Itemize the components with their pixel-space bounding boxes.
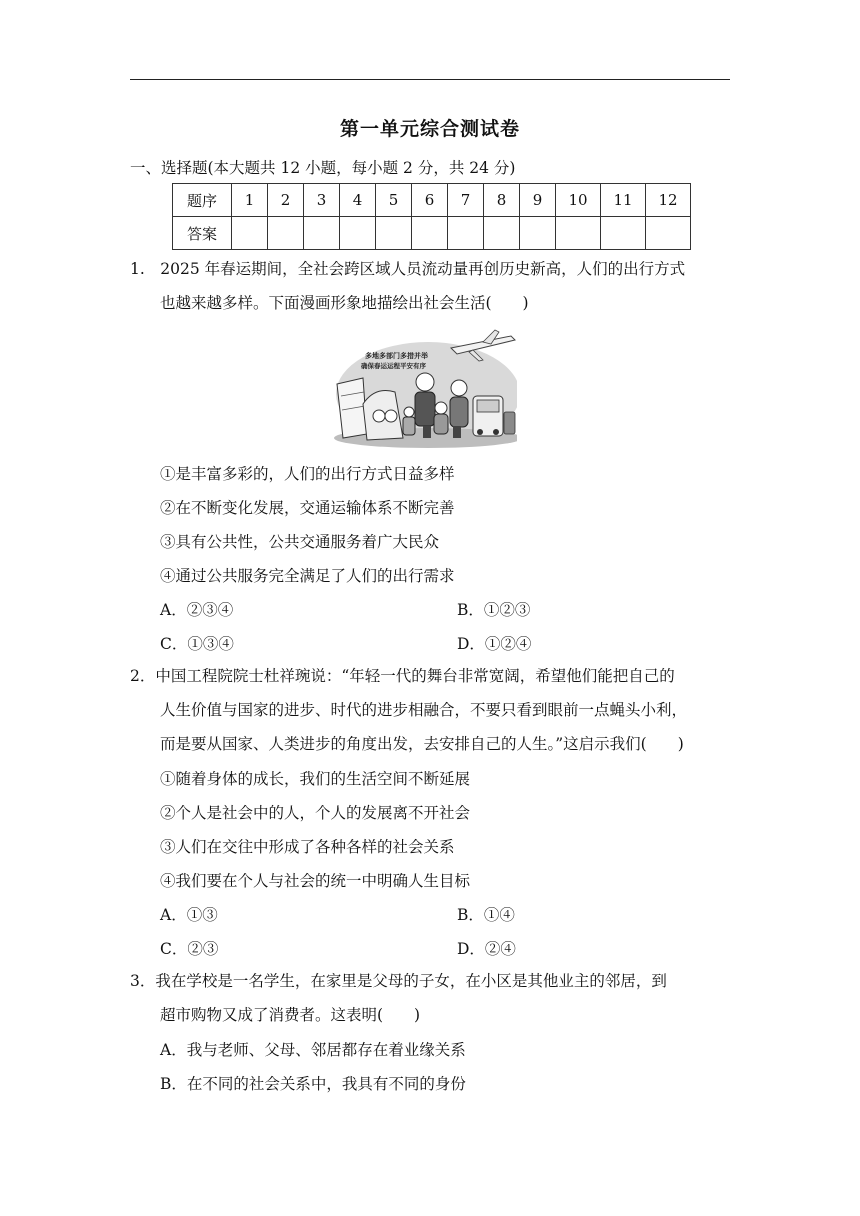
answer-cell[interactable] bbox=[646, 217, 691, 250]
question-3-line: 超市购物又成了消费者。这表明( ) bbox=[160, 1006, 421, 1024]
answer-cell[interactable] bbox=[376, 217, 412, 250]
answer-cell[interactable] bbox=[232, 217, 268, 250]
answer-cell[interactable] bbox=[448, 217, 484, 250]
table-number: 4 bbox=[340, 184, 376, 217]
q2-statement-1: ①随着身体的成长，我们的生活空间不断延展 bbox=[160, 770, 471, 788]
q2-statement-4: ④我们要在个人与社会的统一中明确人生目标 bbox=[160, 872, 471, 890]
answer-cell[interactable] bbox=[556, 217, 601, 250]
q3-option-a[interactable]: A．我与老师、父母、邻居都存在着业缘关系 bbox=[160, 1041, 466, 1059]
q1-option-c[interactable]: C．①③④ bbox=[160, 635, 234, 653]
table-number: 2 bbox=[268, 184, 304, 217]
luggage-icon bbox=[504, 412, 515, 434]
ship-icon bbox=[337, 378, 367, 438]
table-number: 12 bbox=[646, 184, 691, 217]
question-3-stem bbox=[130, 964, 732, 1032]
table-number: 1 bbox=[232, 184, 268, 217]
question-3-line: 3．我在学校是一名学生，在家里是父母的子女，在小区是其他业主的邻居，到 bbox=[130, 972, 667, 990]
answer-table bbox=[172, 183, 691, 250]
q1-statement-1: ①是丰富多彩的，人们的出行方式日益多样 bbox=[160, 465, 455, 483]
q2-statement-3: ③人们在交往中形成了各种各样的社会关系 bbox=[160, 838, 455, 856]
q1-option-a[interactable]: A．②③④ bbox=[160, 601, 234, 619]
answer-cell[interactable] bbox=[484, 217, 520, 250]
table-number: 7 bbox=[448, 184, 484, 217]
table-row bbox=[173, 184, 691, 217]
table-number: 9 bbox=[520, 184, 556, 217]
table-row bbox=[173, 217, 691, 250]
question-1-line: 1. 2025 年春运期间，全社会跨区域人员流动量再创历史新高，人们的出行方式 bbox=[130, 260, 686, 278]
table-number: 5 bbox=[376, 184, 412, 217]
bus-icon bbox=[473, 396, 503, 436]
q2-statement-2: ②个人是社会中的人，个人的发展离不开社会 bbox=[160, 804, 471, 822]
question-2-line: 人生价值与国家的进步、时代的进步相融合，不要只看到眼前一点蝇头小利， bbox=[160, 701, 688, 719]
table-header-label: 题序 bbox=[173, 184, 232, 217]
q1-option-b[interactable]: B．①②③ bbox=[457, 601, 531, 619]
q2-option-b[interactable]: B．①④ bbox=[457, 906, 515, 924]
q2-option-c[interactable]: C．②③ bbox=[160, 940, 219, 958]
answer-cell[interactable] bbox=[340, 217, 376, 250]
table-number: 6 bbox=[412, 184, 448, 217]
q3-option-b[interactable]: B．在不同的社会关系中，我具有不同的身份 bbox=[160, 1075, 466, 1093]
answer-cell[interactable] bbox=[304, 217, 340, 250]
q2-option-a[interactable]: A．①③ bbox=[160, 906, 218, 924]
table-number: 11 bbox=[601, 184, 646, 217]
answer-cell[interactable] bbox=[268, 217, 304, 250]
cartoon-caption: 确保春运运程平安有序 bbox=[361, 362, 426, 370]
question-2-stem bbox=[130, 659, 732, 761]
question-2-line: 而是要从国家、人类进步的角度出发，去安排自己的人生。”这启示我们( ) bbox=[160, 735, 684, 753]
top-rule bbox=[130, 79, 730, 80]
q1-statement-4: ④通过公共服务完全满足了人们的出行需求 bbox=[160, 567, 455, 585]
table-answer-label: 答案 bbox=[173, 217, 232, 250]
q1-statement-3: ③具有公共性，公共交通服务着广大民众 bbox=[160, 533, 440, 551]
q2-option-d[interactable]: D．②④ bbox=[457, 940, 516, 958]
spring-travel-cartoon bbox=[333, 326, 517, 448]
cartoon-caption: 多地多部门多措并举 bbox=[365, 352, 428, 360]
q1-statement-2: ②在不断变化发展，交通运输体系不断完善 bbox=[160, 499, 455, 517]
page-title: 第一单元综合测试卷 bbox=[339, 118, 520, 140]
table-number: 8 bbox=[484, 184, 520, 217]
section-heading: 一、选择题(本大题共 12 小题，每小题 2 分，共 24 分) bbox=[130, 159, 516, 177]
answer-cell[interactable] bbox=[520, 217, 556, 250]
answer-cell[interactable] bbox=[412, 217, 448, 250]
question-2-line: 2．中国工程院院士杜祥琬说：“年轻一代的舞台非常宽阔，希望他们能把自己的 bbox=[130, 667, 675, 685]
table-number: 10 bbox=[556, 184, 601, 217]
answer-cell[interactable] bbox=[601, 217, 646, 250]
question-1-stem bbox=[130, 252, 732, 320]
table-number: 3 bbox=[304, 184, 340, 217]
q1-option-d[interactable]: D．①②④ bbox=[457, 635, 532, 653]
question-1-line: 也越来越多样。下面漫画形象地描绘出社会生活( ) bbox=[160, 294, 529, 312]
